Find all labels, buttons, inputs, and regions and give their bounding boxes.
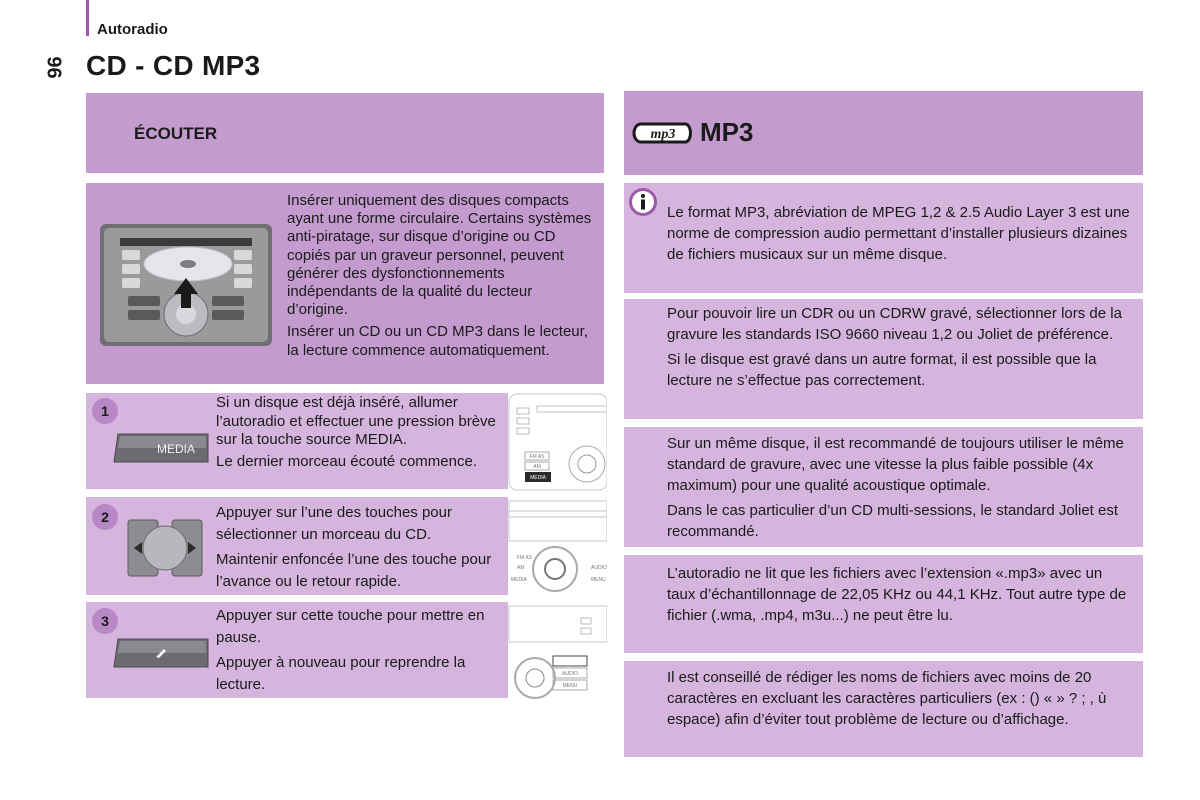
svg-text:MEDIA: MEDIA [156,442,196,456]
step-2-paragraph-1: Appuyer sur l’une des touches pour sélectionner un morceau du CD. [216,504,452,543]
svg-text:MENU: MENU [591,577,606,583]
svg-text:AM: AM [517,565,525,571]
extension-text: L’autoradio ne lit que les fichiers avec l’extension «.mp3» avec un taux d’échantillonnage de 22,05 KHz ou 44,1 KHz. Tout autre type de fichier (.wma, .mp4, m3u...) ne peut être lu. [667,565,1127,624]
svg-text:AUDIO: AUDIO [591,565,607,571]
step-1-number: 1 [92,398,118,424]
cdr-text [667,303,1132,395]
radio-cd-insert-illustration [100,224,272,346]
section-title: Autoradio [97,21,168,38]
radio-skip-highlight-illustration [507,497,607,597]
mp3-heading: MP3 [700,117,754,147]
standard-paragraph-1: Sur un même disque, il est recommandé de toujours utiliser le même standard de gravure, avec une vitesse la plus faible possible (4x maximum) pour une qualité acoustique optimale. [667,435,1124,494]
step-3-text [216,605,506,699]
step-1-text [216,394,506,474]
info-text: Le format MP3, abréviation de MPEG 1,2 & 2.5 Audio Layer 3 est une norme de compression audio permettant d’installer plusieurs dizaines de fichiers musicaux sur un même disque. [667,204,1130,263]
step-2-number: 2 [92,504,118,530]
step-3-paragraph-1: Appuyer sur cette touche pour mettre en pause. [216,607,485,646]
intro-paragraph-2: Insérer un CD ou un CD MP3 dans le lecteur, la lecture commence automatiquement. [287,323,588,359]
radio-media-highlight-illustration [507,392,607,492]
svg-text:FM AS: FM AS [529,454,545,460]
radio-pause-highlight-illustration [507,600,607,700]
step-1-paragraph-2: Le dernier morceau écouté commence. [216,452,477,470]
svg-text:MEDIA: MEDIA [530,475,546,481]
svg-text:AM: AM [533,464,541,470]
intro-text [287,192,597,364]
intro-paragraph-1: Insérer uniquement des disques compacts ayant une forme circulaire. Certains systèmes anti-piratage, sur disque d’origine ou CD copiés par un graveur personnel, peuvent générer des dysfonctionnements indépendants de la qualité du lecteur d’origine. [287,192,592,319]
pause-button-illustration [112,637,210,669]
cdr-paragraph-1: Pour pouvoir lire un CDR ou un CDRW gravé, sélectionner lors de la gravure les standards ISO 9660 niveau 1,2 ou Joliet de préférence. [667,305,1122,343]
svg-text:mp3: mp3 [650,127,676,142]
media-button-illustration [112,432,210,464]
step-1-paragraph-1: Si un disque est déjà inséré, allumer l’autoradio et effectuer une pression brève sur la touche source MEDIA. [216,394,496,448]
filename-text: Il est conseillé de rédiger les noms de fichiers avec moins de 20 caractères en excluant les caractères particuliers (ex : () « » ? ; , ù espace) afin d’éviter tout problème de lecture ou d’affichage. [667,669,1107,728]
step-2-paragraph-2: Maintenir enfoncée l’une des touche pour l’avance ou le retour rapide. [216,551,492,590]
cdr-paragraph-2: Si le disque est gravé dans un autre format, il est possible que la lecture ne s’effectue pas correctement. [667,351,1097,389]
page-number: 96 [42,56,65,79]
info-icon [628,187,658,217]
ecouter-heading: ÉCOUTER [134,124,218,143]
step-3-number: 3 [92,608,118,634]
header-accent-bar [86,0,89,36]
mp3-logo-icon [630,118,694,148]
svg-text:AUDIO: AUDIO [562,671,578,677]
standard-paragraph-2: Dans le cas particulier d’un CD multi-sessions, le standard Joliet est recommandé. [667,502,1119,540]
standard-text [667,433,1132,546]
skip-buttons-illustration [126,518,204,578]
svg-text:MEDIA: MEDIA [511,577,527,583]
svg-text:FM AS: FM AS [517,555,533,561]
page-title: CD - CD MP3 [86,50,261,81]
step-2-text [216,502,506,596]
step-3-paragraph-2: Appuyer à nouveau pour reprendre la lecture. [216,654,466,693]
svg-text:MENU: MENU [562,683,578,689]
